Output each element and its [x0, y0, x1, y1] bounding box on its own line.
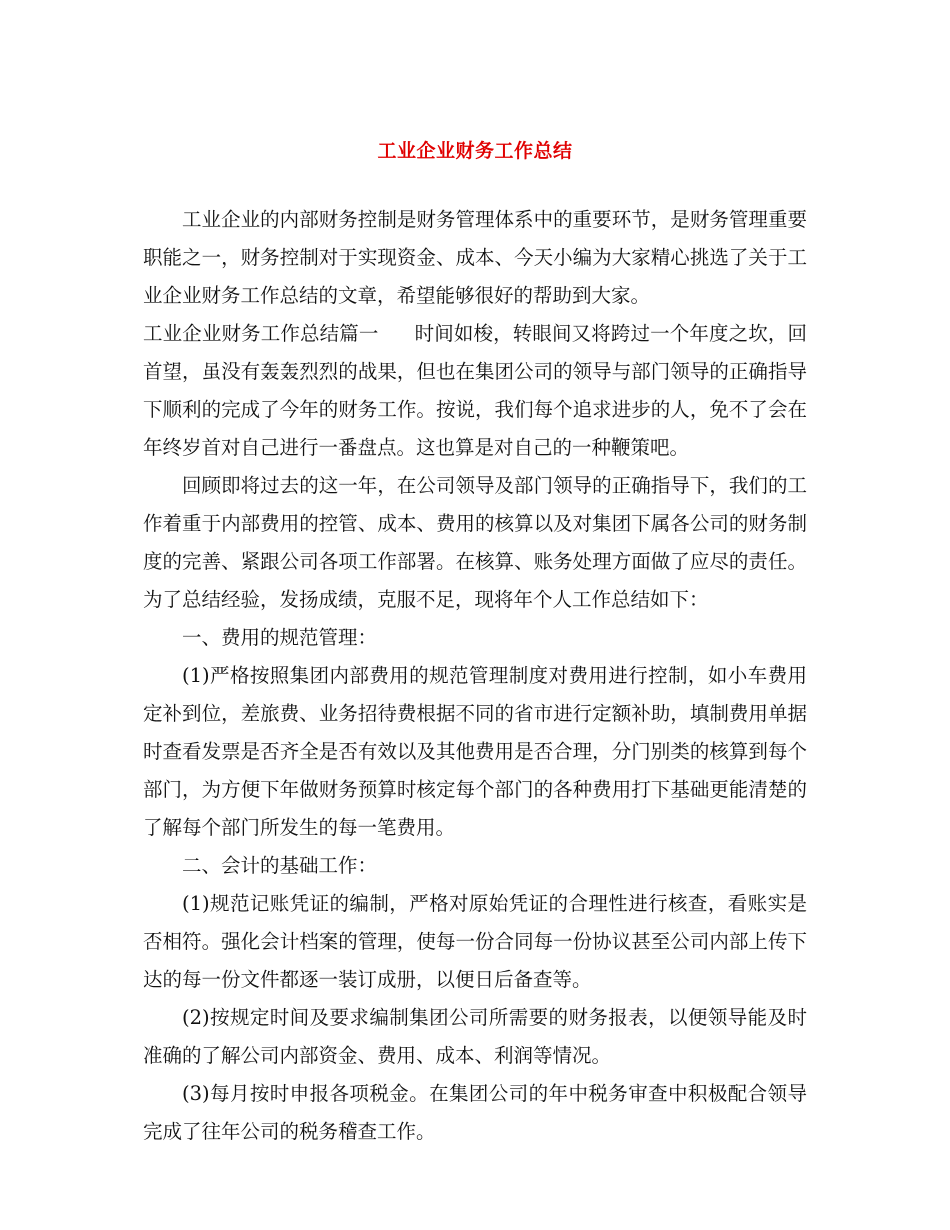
review-paragraph: 回顾即将过去的这一年，在公司领导及部门领导的正确指导下，我们的工作着重于内部费用的控管、成本、费用的核算以及对集团下属各公司的财务制度的完善、紧跟公司各项工作部署。在核算、账务处理方面做了应尽的责任。为了总结经验，发扬成绩，克服不足，现将年个人工作总结如下：	[143, 474, 807, 611]
document-body	[143, 201, 807, 1151]
section-text: 时间如梭，转眼间又将跨过一个年度之坎，回首望，虽没有轰轰烈烈的战果，但也在集团公司的领导与部门领导的正确指导下顺利的完成了今年的财务工作。按说，我们每个追求进步的人，免不了会在年终岁首对自己进行一番盘点。这也算是对自己的一种鞭策吧。	[143, 322, 807, 459]
intro-paragraph: 工业企业的内部财务控制是财务管理体系中的重要环节，是财务管理重要职能之一，财务控制对于实现资金、成本、今天小编为大家精心挑选了关于工业企业财务工作总结的文章，希望能够很好的帮助到大家。	[143, 208, 807, 307]
document-title: 工业企业财务工作总结	[377, 140, 573, 162]
expense-item-1: (1)严格按照集团内部费用的规范管理制度对费用进行控制，如小车费用定补到位，差旅费、业务招待费根据不同的省市进行定额补助，填制费用单据时查看发票是否齐全是否有效以及其他费用是否合理，分门别类的核算到每个部门，为方便下年做财务预算时核定每个部门的各种费用打下基础更能清楚的了解每个部门所发生的每一笔费用。	[143, 664, 807, 839]
section-label: 工业企业财务工作总结篇一	[143, 322, 379, 345]
accounting-item-1: (1)规范记账凭证的编制，严格对原始凭证的合理性进行核查，看账实是否相符。强化会计档案的管理，使每一份合同每一份协议甚至公司内部上传下达的每一份文件都逐一装订成册，以便日后备查等。	[143, 892, 807, 991]
heading-expense-management: 一、费用的规范管理：	[182, 626, 378, 649]
accounting-item-3: (3)每月按时申报各项税金。在集团公司的年中税务审查中积极配合领导完成了往年公司的税务稽查工作。	[143, 1082, 807, 1143]
heading-accounting-basics: 二、会计的基础工作：	[182, 854, 378, 877]
section-paragraph	[143, 315, 807, 467]
accounting-item-2: (2)按规定时间及要求编制集团公司所需要的财务报表，以便领导能及时准确的了解公司内部资金、费用、成本、利润等情况。	[143, 1006, 807, 1067]
